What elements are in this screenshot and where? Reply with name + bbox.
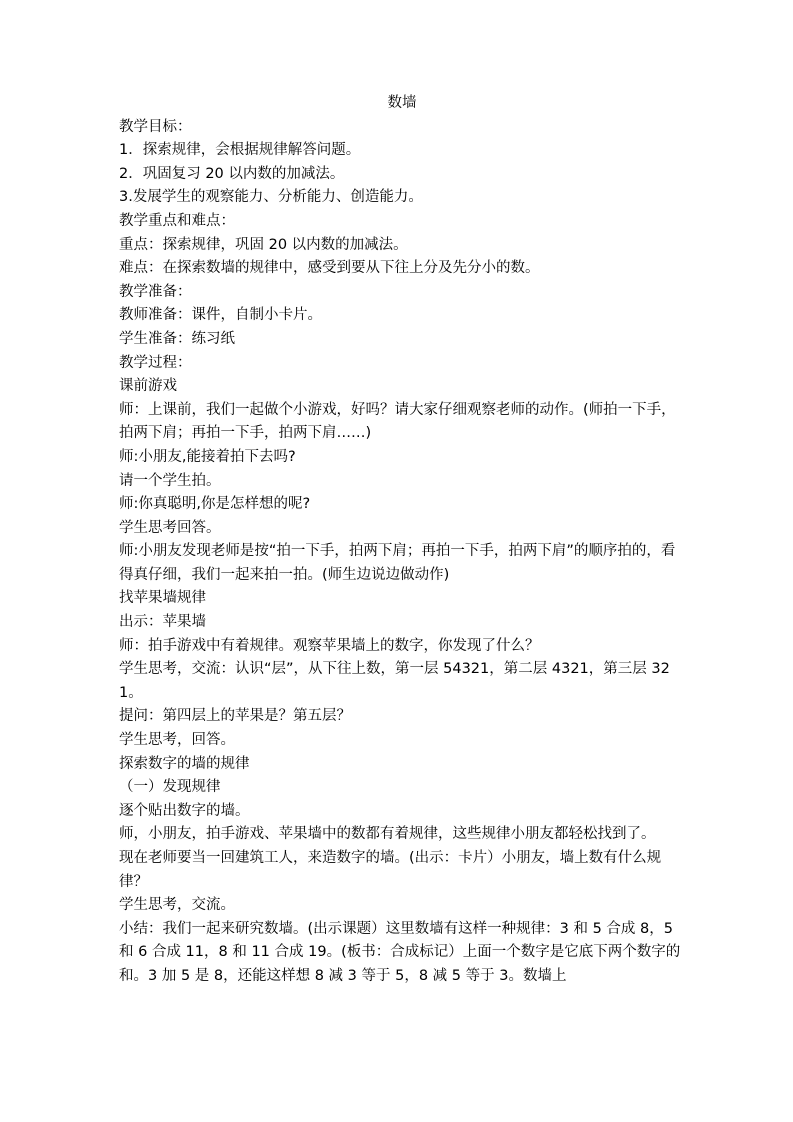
paragraph: 课前游戏: [119, 378, 177, 395]
document-title: 数墙: [387, 95, 417, 111]
paragraph: 重点：探索规律，巩固 20 以内数的加减法。: [119, 236, 408, 253]
paragraph: （一）发现规律: [119, 779, 221, 796]
paragraph: 探索数字的墙的规律: [119, 755, 250, 772]
paragraph: 教学目标：: [119, 118, 192, 135]
paragraph: 出示：苹果墙: [119, 614, 206, 631]
paragraph: 师:小朋友,能接着拍下去吗?: [119, 448, 296, 465]
document-page: [119, 92, 685, 989]
paragraph: 现在老师要当一回建筑工人，来造数字的墙。(出示：卡片）小朋友，墙上数有什么规律？: [119, 850, 662, 890]
paragraph: 难点：在探索数墙的规律中，感受到要从下往上分及先分小的数。: [119, 260, 540, 277]
paragraph: 师：拍手游戏中有着规律。观察苹果墙上的数字，你发现了什么？: [119, 637, 540, 654]
paragraph: 找苹果墙规律: [119, 590, 206, 607]
paragraph: 教学过程：: [119, 354, 192, 371]
paragraph: 2．巩固复习 20 以内数的加减法。: [119, 165, 345, 182]
paragraph: 师:你真聪明,你是怎样想的呢?: [119, 496, 311, 513]
paragraph: 3.发展学生的观察能力、分析能力、创造能力。: [119, 189, 423, 206]
paragraph: 逐个贴出数字的墙。: [119, 802, 250, 819]
document-body: [119, 116, 685, 989]
paragraph: 师：上课前，我们一起做个小游戏，好吗？请大家仔细观察老师的动作。(师拍一下手，拍两下肩；再拍一下手，拍两下肩……): [119, 401, 676, 442]
paragraph: 教学准备：: [119, 283, 192, 300]
paragraph: 学生思考，回答。: [119, 732, 235, 749]
paragraph: 学生思考，交流：认识“层”，从下往上数，第一层 54321，第二层 4321，第三层 321。: [119, 661, 670, 701]
paragraph: 教学重点和难点：: [119, 212, 235, 229]
paragraph: 学生思考，交流。: [119, 897, 235, 914]
paragraph: 小结：我们一起来研究数墙。(出示课题）这里数墙有这样一种规律：3 和 5 合成 8，5 和 6 合成 11，8 和 11 合成 19。(板书：合成标记）上面一个数字是它底下两个数字的和。3 加 5 是 8，还能这样想 8 减 3 等于 5，8 减 5 等于 3。数墙上: [119, 920, 681, 984]
paragraph: 教师准备：课件，自制小卡片。: [119, 307, 322, 324]
paragraph: 1．探索规律，会根据规律解答问题。: [119, 142, 361, 159]
paragraph: 请一个学生拍。: [119, 472, 221, 489]
paragraph: 提问：第四层上的苹果是？第五层？: [119, 708, 351, 725]
paragraph: 师:小朋友发现老师是按“拍一下手，拍两下肩；再拍一下手，拍两下肩”的顺序拍的，看得真仔细，我们一起来拍一拍。(师生边说边做动作): [119, 543, 676, 583]
paragraph: 学生思考回答。: [119, 519, 221, 536]
paragraph: 师，小朋友，拍手游戏、苹果墙中的数都有着规律，这些规律小朋友都轻松找到了。: [119, 826, 656, 843]
paragraph: 学生准备：练习纸: [119, 330, 235, 347]
